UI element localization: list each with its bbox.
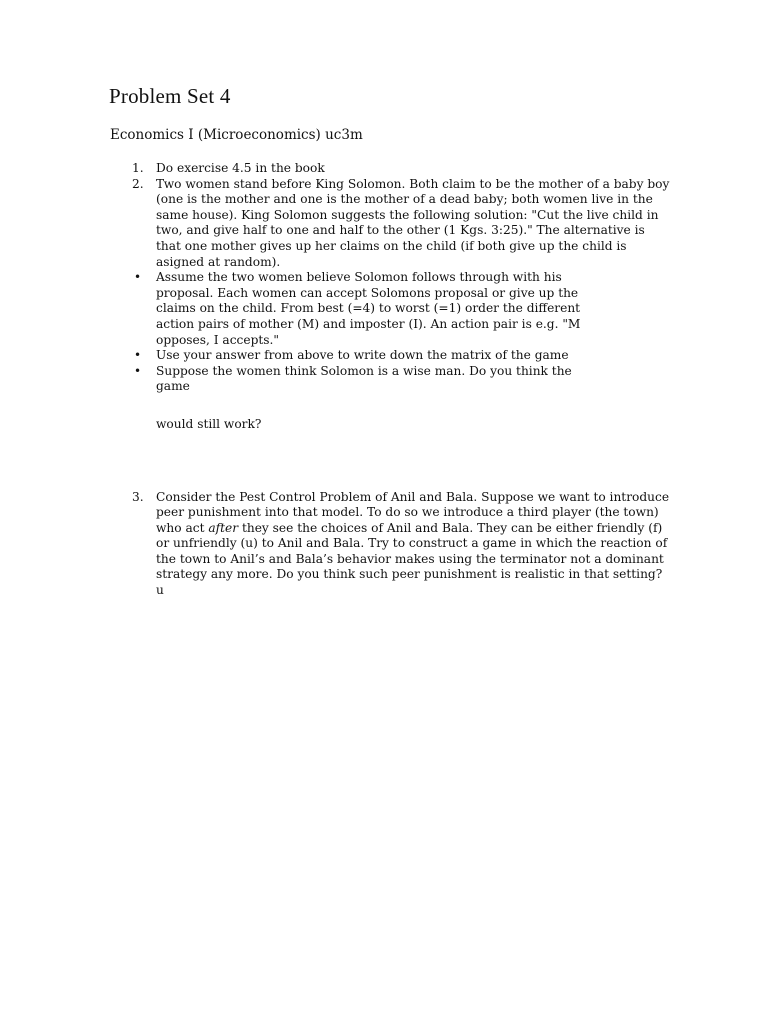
problem-1 xyxy=(110,161,670,177)
document-subtitle: Economics I (Microeconomics) uc3m xyxy=(110,127,363,143)
problem-2-bullet-2-text: Use your answer from above to write down the matrix of the game xyxy=(156,348,569,363)
document-title: Problem Set 4 xyxy=(109,84,231,108)
problem-2-number: 2. xyxy=(132,176,144,191)
problem-2-bullet-1 xyxy=(134,270,586,348)
bullet-icon: • xyxy=(134,348,142,363)
bullet-icon: • xyxy=(134,363,142,378)
bullet-icon: • xyxy=(134,270,142,285)
problem-2-bullet-2 xyxy=(134,348,586,364)
problem-3-text-emphasis: after xyxy=(208,520,239,535)
problem-3-text-part-2: they see the choices of Anil and Bala. They can be either friendly (f) or unfriendly (u) to Anil and Bala. Try to construct a game in which the reaction of the town to Anil’s and Bala’s behavior makes using the terminator not a dominant strategy any more. Do you think such peer punishment is realistic in that setting? u xyxy=(156,520,668,598)
problem-1-text: Do exercise 4.5 in the book xyxy=(156,161,325,175)
problem-3-text xyxy=(156,490,670,599)
problem-list xyxy=(110,161,670,599)
problem-2-bullets xyxy=(134,270,586,432)
problem-3 xyxy=(110,490,670,599)
problem-2-bullet-3-continuation: would still work? xyxy=(156,416,262,431)
problem-2-bullet-3 xyxy=(134,363,586,433)
problem-3-text-part-1: Consider the Pest Control Problem of Anil and Bala. Suppose we want to introduce peer punishment into that model. To do so we introduce a third player (the town) who act xyxy=(156,489,670,535)
problem-2 xyxy=(110,177,670,271)
problem-2-bullet-3-text: Suppose the women think Solomon is a wise man. Do you think the game xyxy=(156,363,572,394)
problem-1-number: 1. xyxy=(132,161,144,175)
problem-3-number: 3. xyxy=(132,489,144,504)
problem-2-bullet-1-text: Assume the two women believe Solomon follows through with his proposal. Each women can accept Solomons proposal or give up the claims on the child. From best (=4) to worst (=1) order the different action pairs of mother (M) and imposter (I). An action pair is e.g. "M opposes, I accepts." xyxy=(156,270,581,347)
problem-2-text: Two women stand before King Solomon. Both claim to be the mother of a baby boy (one is the mother and one is the mother of a dead baby; both women live in the same house). King Solomon suggests the following solution: "Cut the live child in two, and give half to one and half to the other (1 Kgs. 3:25)." The alternative is that one mother gives up her claims on the child (if both give up the child is asigned at random). xyxy=(156,176,670,269)
